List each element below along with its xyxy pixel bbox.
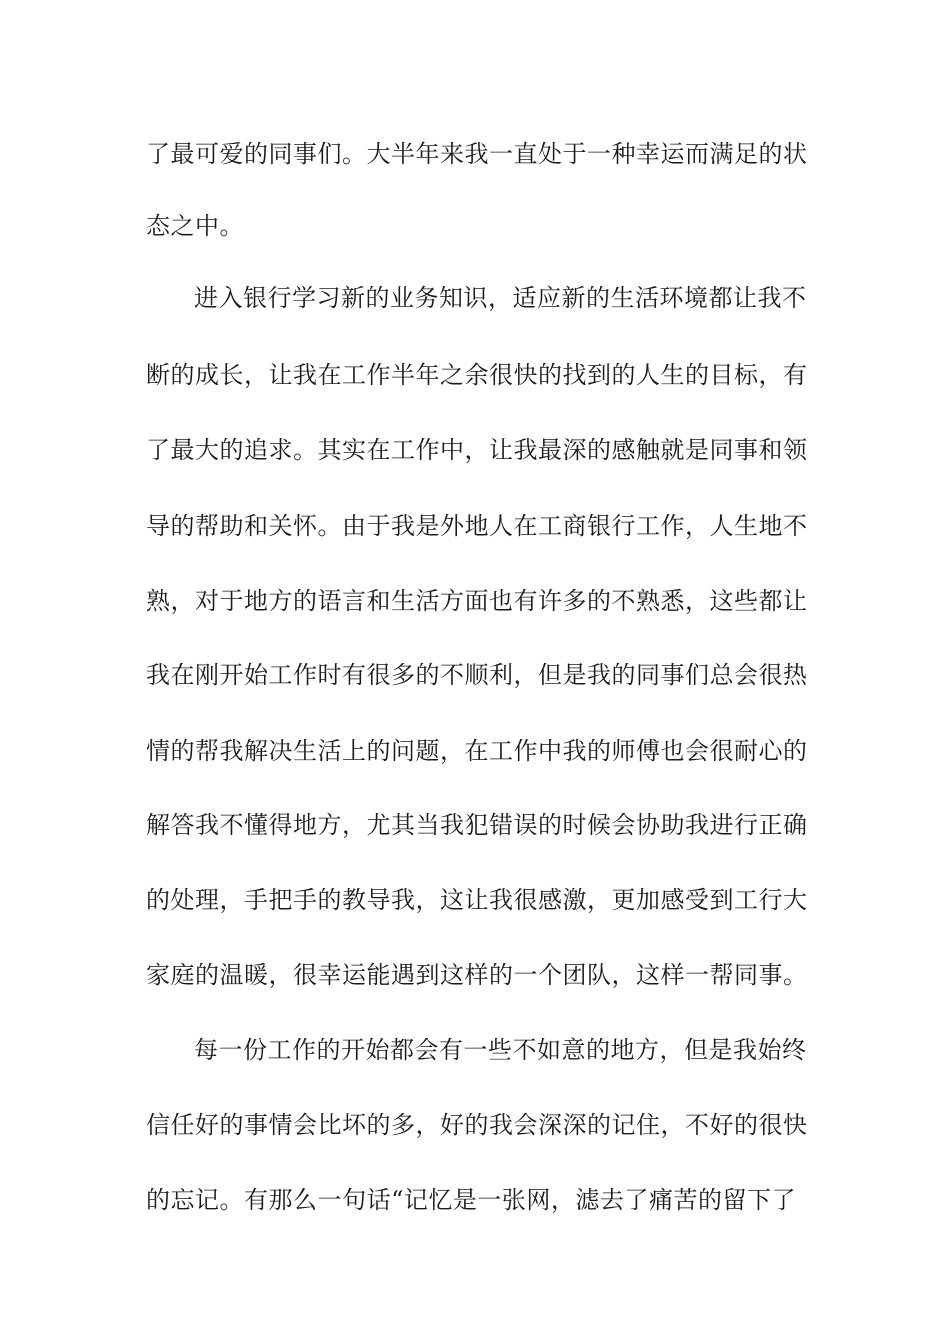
text-line: 解答我不懂得地方，尤其当我犯错误的时候会协助我进行正确 (146, 811, 808, 839)
text-line: 熟，对于地方的语言和生活方面也有许多的不熟悉，这些都让 (146, 587, 808, 615)
text-line: 我在刚开始工作时有很多的不顺利，但是我的同事们总会很热 (146, 661, 808, 689)
text-line: 信任好的事情会比坏的多，好的我会深深的记住，不好的很快 (146, 1111, 808, 1139)
text-line: 家庭的温暖，很幸运能遇到这样的一个团队，这样一帮同事。 (146, 961, 808, 989)
paragraph-first-line: 每一份工作的开始都会有一些不如意的地方，但是我始终 (194, 1036, 807, 1064)
text-line: 的处理，手把手的教导我，这让我很感激，更加感受到工行大 (146, 886, 808, 914)
text-line: 态之中。 (146, 212, 244, 240)
text-line: 断的成长，让我在工作半年之余很快的找到的人生的目标，有 (146, 361, 808, 389)
text-line: 导的帮助和关怀。由于我是外地人在工商银行工作，人生地不 (146, 512, 808, 540)
text-line: 了最大的追求。其实在工作中，让我最深的感触就是同事和领 (146, 436, 808, 464)
text-line: 了最可爱的同事们。大半年来我一直处于一种幸运而满足的状 (146, 140, 808, 168)
text-line: 的忘记。有那么一句话“记忆是一张网，滤去了痛苦的留下了 (146, 1186, 796, 1214)
paragraph-first-line: 进入银行学习新的业务知识，适应新的生活环境都让我不 (194, 284, 807, 312)
text-line: 情的帮我解决生活上的问题，在工作中我的师傅也会很耐心的 (146, 737, 808, 765)
